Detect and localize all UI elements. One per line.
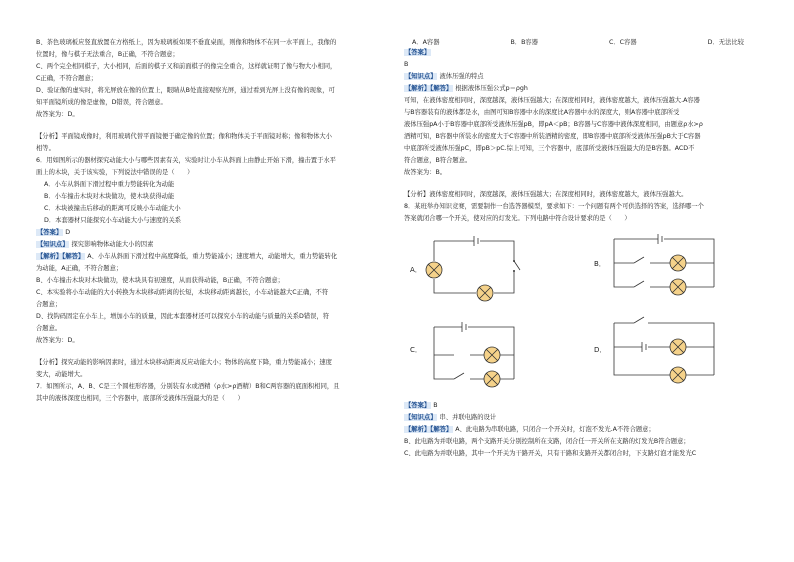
- lamp-icon: [670, 367, 686, 383]
- q6-exp-line: 合题意。: [36, 325, 62, 332]
- q7-exp-line: 液体压强pA小于B容器中底部所受液体压强pB，即pA＜pB；B容器与C容器中液体深度相同，由题意ρ水>ρ: [404, 121, 703, 129]
- q6-analysis-cont: 变大，动能增大。: [36, 371, 87, 378]
- right-column: [404, 38, 764, 461]
- q6-exp-line: B、小车撞击木块对木块做功，使木块具有初速度，从而获得动能，B正确，不符合题意；: [36, 277, 284, 284]
- q6-exp-line: 合题意；: [36, 301, 62, 308]
- circuit-c-label: C．: [410, 345, 422, 354]
- lamp-icon: [670, 279, 686, 295]
- q7-exp-formula: 根据液体压强公式p＝ρgh: [455, 85, 528, 93]
- q7-exp-line: 中底部所受液体压强pC，即pB＞pC.综上可知，三个容器中，底部所受液体压强最大的是B容器。ACD不: [404, 145, 695, 153]
- q6-kp-text: 探究影响物体动能大小的因素: [71, 241, 154, 248]
- left-lines-line: C、两个完全相同棋子，大小相同，后面的棋子又和前面棋子的像完全重合，这样就证明了像与物大小相同，: [36, 63, 337, 70]
- q7-option-d: D．无法比较: [707, 39, 744, 46]
- q8-stem: [404, 202, 764, 224]
- q7-explanation: [404, 96, 764, 178]
- circuit-b-label: B．: [594, 259, 606, 268]
- q7-options: [404, 38, 764, 48]
- q8-exp-line: B、此电路为并联电路，两个支路开关分别控制所在支路，闭合任一开关所在支路的灯发光B符合题意；: [404, 437, 690, 445]
- answer-tag: 【答案】: [405, 49, 431, 57]
- lamp-icon: [670, 255, 686, 271]
- left-lines-line: 故答案为：D。: [36, 111, 79, 118]
- q6-lines-line: 6．用如图所示的器材探究动能大小与哪些因素有关，实验时让小车从斜面上由静止开始下滑，撞击置于水平: [36, 157, 336, 164]
- q7-lines-line: 7．如图所示，A、B、C是三个圆柱形容器，分别装有水或酒精（ρ水>ρ酒精）B和C两容器的底面积相同，且: [36, 383, 340, 390]
- circuit-b-diagram: [614, 233, 724, 303]
- q6-exp-line: 为动能，A正确，不符合题意；: [36, 265, 123, 272]
- q8-explanation-first: [404, 425, 764, 435]
- knowledge-tag: 【知识点】: [37, 241, 69, 248]
- q6-options: [36, 180, 388, 226]
- q7-option-c: C．C容器: [608, 39, 637, 46]
- left-column: [36, 38, 388, 406]
- q7-kp-text: 液体压强的特点: [439, 73, 484, 81]
- q6-options-line: C．木块被撞击后移动的距离可反映小车动能大小: [44, 205, 181, 212]
- q6-options-line: B．小车撞击木块对木块做功，使木块获得动能: [44, 193, 175, 200]
- q7-lines-line: 其中的液体深度也相同，三个容器中，底部所受液体压强最大的是（ ）: [36, 395, 244, 402]
- q7-exp-line: 与B容器装有的液体都是水，由图可知B容器中水的深度比A容器中水的深度大，则A容器中底部所受: [404, 109, 680, 117]
- circuit-a-label: A．: [410, 265, 422, 274]
- q8-lines-line: 8．某班举办知识竞赛，需要制作一台选答器模型，要求如下：一个问题有两个可供选择的答案，选择哪一个: [404, 203, 704, 211]
- q6-answer-line: [36, 228, 388, 238]
- left-lines-line: B、茶色玻璃板应竖直放置在方格纸上，因为玻璃板如果不垂直桌面，则像和物体不在同一水平面上，我像的: [36, 39, 337, 46]
- circuit-c-diagram: [414, 319, 524, 389]
- left-lines-line: D、验证像的虚实时，将光屏放在像的位置上，眼睛从B处直接观察光屏，通过看到光屏上没有像的现象，可: [36, 87, 335, 94]
- q6-exp-line: 故答案为：D。: [36, 337, 79, 344]
- circuit-d-diagram: [614, 319, 724, 389]
- q7-option-b: B．B容器: [510, 39, 539, 46]
- lamp-icon: [426, 262, 442, 278]
- q5-analysis: 【分析】平面镜成像时，利用玻璃代替平面镜便于确定像的位置；像和物体关于平面镜对称；像和物体大小: [36, 133, 332, 140]
- q7-exp-line: 故答案为：B。: [404, 169, 447, 177]
- circuit-a-diagram: [414, 233, 524, 303]
- lamp-icon: [484, 371, 500, 387]
- q8-exp-line: C、此电路为并联电路，其中一个开关为干路开关，只有干路和支路开关都闭合时，下支路灯泡才能发光C: [404, 449, 697, 457]
- lamp-icon: [484, 347, 500, 363]
- q7-explanation-first: [404, 84, 764, 94]
- answer-tag: 【答案】: [405, 401, 431, 409]
- q8-knowledge-point: [404, 413, 764, 423]
- q8-kp-text: 串、并联电路的设计: [439, 413, 497, 421]
- q6-exp-line: C、本实验将小车动能的大小转换为木块移动距离的长短，木块移动距离越长，小车动能越大C正确，不符: [36, 289, 329, 296]
- q5-explanation-continued: [36, 38, 388, 120]
- q7-answer: B: [404, 61, 409, 69]
- q6-lines-line: 面上的木块，关于该实验，下列说法中错误的是（ ）: [36, 169, 194, 176]
- q6-options-line: D．本套器材只能探究小车动能大小与速度的关系: [44, 217, 182, 224]
- lamp-icon: [670, 339, 686, 355]
- q8-answer: B: [433, 401, 438, 409]
- q5-analysis-cont: 相等。: [36, 145, 55, 152]
- left-lines-line: 位置时，像与棋子无法重合，B正确，不符合题意；: [36, 51, 179, 58]
- left-lines-line: C正确，不符合题意；: [36, 75, 98, 82]
- circuit-d: [594, 319, 724, 389]
- q7-answer-line: [404, 48, 764, 58]
- q8-exp-line-0: A、此电路为串联电路，只闭合一个开关时，灯泡不发光.A不符合题意；: [455, 425, 655, 433]
- q7-option-a: A．A容器: [412, 39, 440, 46]
- left-lines-line: 知平面镜所成的像是虚像，D错误，符合题意。: [36, 99, 167, 106]
- circuit-a: [410, 233, 524, 303]
- q7-analysis: 【分析】液体密度相同时，深度越深，液体压强越大；在深度相同时，液体密度越大，液体压强越大。: [404, 191, 688, 199]
- q6-analysis: 【分析】探究动能的影响因素时，通过木块移动距离反应动能大小；物体的高度下降，重力势能减小；速度: [36, 359, 332, 366]
- q6-stem: [36, 156, 388, 178]
- q6-answer: D: [65, 229, 71, 236]
- circuit-b: [594, 233, 724, 303]
- q6-exp-line-0: A、小车从斜面下滑过程中高度降低，重力势能减小；速度增大，动能增大，重力势能转化: [87, 253, 338, 260]
- q8-lines-line: 答案就闭合哪一个开关，使对应的灯发光。下列电路中符合设计要求的是（ ）: [404, 215, 631, 223]
- answer-tag: 【答案】: [37, 229, 63, 236]
- q6-explanation: [36, 264, 388, 346]
- q6-explanation-first: [36, 252, 388, 262]
- q7-exp-line: 符合题意，B符合题意。: [404, 157, 472, 165]
- lamp-icon: [477, 285, 493, 301]
- circuit-d-label: D．: [594, 345, 607, 354]
- q6-exp-line: D、找钩码固定在小车上，增加小车的质量，因此本套器材还可以探究小车的动能与质量的关系D错误，符: [36, 313, 330, 320]
- q6-knowledge-point: [36, 240, 388, 250]
- explanation-tag: 【解析】【解答】: [405, 425, 453, 433]
- q7-stem: [36, 382, 388, 404]
- q6-options-line: A．小车从斜面下滑过程中重力势能转化为动能: [44, 181, 175, 188]
- explanation-tag: 【解析】【解答】: [37, 253, 85, 260]
- knowledge-tag: 【知识点】: [405, 413, 437, 421]
- circuit-c: [410, 319, 524, 389]
- circuit-diagrams: [404, 229, 764, 395]
- q8-answer-line: [404, 401, 764, 411]
- q7-knowledge-point: [404, 72, 764, 82]
- explanation-tag: 【解析】【解答】: [405, 85, 453, 93]
- q8-explanation: [404, 437, 764, 459]
- knowledge-tag: 【知识点】: [405, 73, 437, 81]
- q7-exp-line: 酒精可知，B容器中所装水的密度大于C容器中所装酒精的密度，即B容器中底部所受液体压强pB大于C容器: [404, 133, 701, 141]
- q7-exp-line: 可知，在液体密度相同时，深度越深，液体压强越大；在深度相同时，液体密度越大，液体压强越大.A容器: [404, 97, 700, 105]
